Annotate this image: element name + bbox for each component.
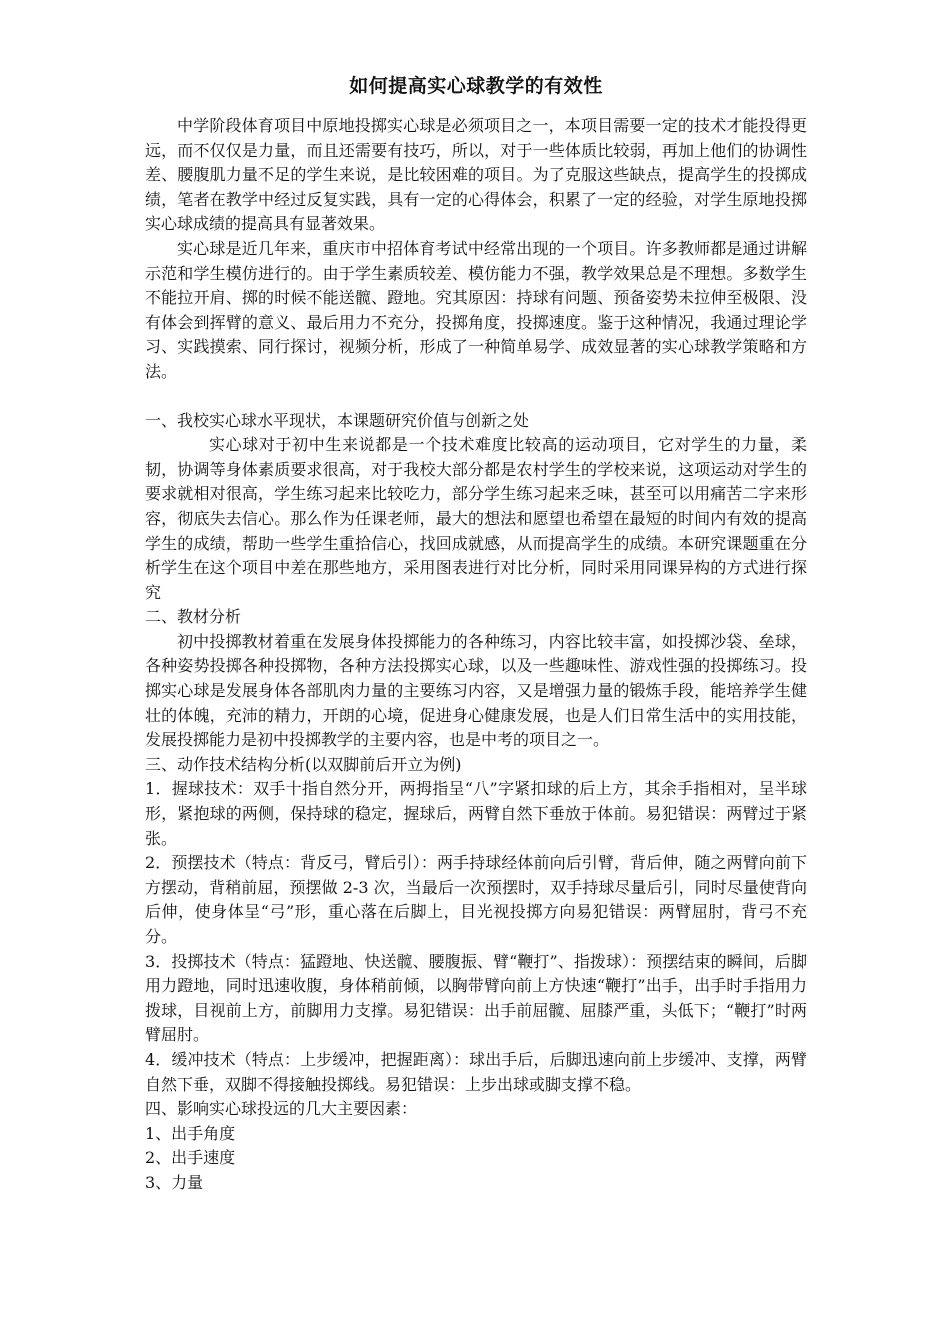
section-2-heading: 二、教材分析 bbox=[145, 607, 242, 627]
section-1-heading: 一、我校实心球水平现状，本课题研究价值与创新之处 bbox=[145, 410, 530, 430]
paragraph-gap bbox=[145, 385, 807, 409]
section-3-heading: 三、动作技术结构分析(以双脚前后开立为例) bbox=[145, 754, 462, 774]
technique-item-throw: 3．投掷技术（特点：猛蹬地、快送髋、腰腹振、臂“鞭打”、指拨球）：预摆结束的瞬间，后脚用力蹬地，同时迅速收腹，身体稍前倾，以胸带臂向前上方快速“鞭打”出手，出手时手指用力拨球，目视前上方，前脚用力支撑。易犯错误：出手前屈髋、屈膝严重，头低下；“鞭打”时两臂屈肘。 bbox=[145, 951, 807, 1045]
section-4-heading: 四、影响实心球投远的几大主要因素： bbox=[145, 1099, 418, 1119]
technique-item-grip: 1．握球技术：双手十指自然分开，两拇指呈“八”字紧扣球的后上方，其余手指相对，呈半球形，紧抱球的两侧，保持球的稳定，握球后，两臂自然下垂放于体前。易犯错误：两臂过于紧张。 bbox=[145, 779, 807, 848]
technique-item-preswing: 2．预摆技术（特点：背反弓，臂后引）：两手持球经体前向后引臂，背后伸，随之两臂向前下方摆动，背稍前屈，预摆做 2-3 次，当最后一次预摆时，双手持球尽量后引，同时尽量使背向后伸，使身体呈“弓”形，重心落在后脚上，目光视投掷方向易犯错误：两臂屈肘，背弓不充分。 bbox=[145, 853, 807, 946]
document-title: 如何提高实心球教学的有效性 bbox=[349, 75, 603, 97]
document-page bbox=[145, 72, 807, 1196]
intro-paragraph-1: 中学阶段体育项目中原地投掷实心球是必须项目之一，本项目需要一定的技术才能投得更远，而不仅仅是力量，而且还需要有技巧，所以，对于一些体质比较弱，再加上他们的协调性差、腰腹肌力量不足的学生来说，是比较困难的项目。为了克服这些缺点，提高学生的投掷成绩，笔者在教学中经过反复实践，具有一定的心得体会，积累了一定的经验，对学生原地投掷实心球成绩的提高具有显著效果。 bbox=[145, 116, 807, 234]
intro-paragraph-2: 实心球是近几年来，重庆市中招体育考试中经常出现的一个项目。许多教师都是通过讲解示范和学生模仿进行的。由于学生素质较差、模仿能力不强，教学效果总是不理想。多数学生不能拉开肩、掷的时候不能送髋、蹬地。究其原因：持球有问题、预备姿势未拉伸至极限、没有体会到挥臂的意义、最后用力不充分，投掷角度，投掷速度。鉴于这种情况，我通过理论学习、实践摸索、同行探讨，视频分析，形成了一种简单易学、成效显著的实心球教学策略和方法。 bbox=[145, 238, 807, 381]
technique-item-buffer: 4．缓冲技术（特点：上步缓冲，把握距离）：球出手后，后脚迅速向前上步缓冲、支撑，两臂自然下垂，双脚不得接触投掷线。易犯错误：上步出球或脚支撑不稳。 bbox=[145, 1049, 807, 1094]
section-1-body: 实心球对于初中生来说都是一个技术难度比较高的运动项目，它对学生的力量，柔韧，协调等身体素质要求很高，对于我校大部分都是农村学生的学校来说，这项运动对学生的要求就相对很高，学生练习起来比较吃力，部分学生练习起来乏味，甚至可以用痛苦二字来形容，彻底失去信心。那么作为任课老师，最大的想法和愿望也希望在最短的时间内有效的提高学生的成绩，帮助一些学生重拾信心，找回成就感，从而提高学生的成绩。本研究课题重在分析学生在这个项目中差在那些地方，采用图表进行对比分析，同时采用同课异构的方式进行探究 bbox=[145, 435, 807, 602]
factor-item-speed: 2、出手速度 bbox=[145, 1148, 236, 1168]
section-2-body: 初中投掷教材着重在发展身体投掷能力的各种练习，内容比较丰富，如投掷沙袋、垒球，各种姿势投掷各种投掷物，各种方法投掷实心球，以及一些趣味性、游戏性强的投掷练习。投掷实心球是发展身体各部肌肉力量的主要练习内容，又是增强力量的锻炼手段，能培养学生健壮的体魄，充沛的精力，开朗的心境，促进身心健康发展，也是人们日常生活中的实用技能，发展投掷能力是初中投掷教学的主要内容，也是中考的项目之一。 bbox=[145, 631, 807, 750]
factor-item-strength: 3、力量 bbox=[145, 1172, 204, 1192]
factor-item-angle: 1、出手角度 bbox=[145, 1123, 236, 1143]
